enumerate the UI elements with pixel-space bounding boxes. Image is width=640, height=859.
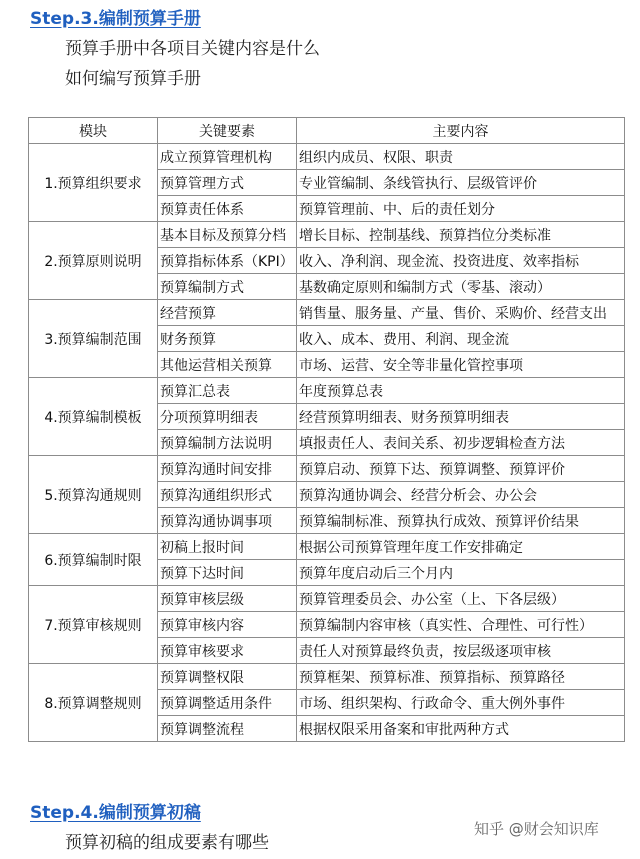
module-cell: 7.预算审核规则 bbox=[29, 586, 158, 664]
main-content-cell: 预算年度启动后三个月内 bbox=[297, 560, 625, 586]
module-cell: 8.预算调整规则 bbox=[29, 664, 158, 742]
key-element-cell: 初稿上报时间 bbox=[158, 534, 297, 560]
key-element-cell: 分项预算明细表 bbox=[158, 404, 297, 430]
main-content-cell: 组织内成员、权限、职责 bbox=[297, 144, 625, 170]
main-content-cell: 市场、运营、安全等非量化管控事项 bbox=[297, 352, 625, 378]
main-content-cell: 收入、净利润、现金流、投资进度、效率指标 bbox=[297, 248, 625, 274]
table-body bbox=[29, 144, 625, 742]
module-cell: 5.预算沟通规则 bbox=[29, 456, 158, 534]
key-element-cell: 预算下达时间 bbox=[158, 560, 297, 586]
key-element-cell: 基本目标及预算分档 bbox=[158, 222, 297, 248]
module-cell: 2.预算原则说明 bbox=[29, 222, 158, 300]
header-key-element: 关键要素 bbox=[158, 118, 297, 144]
step4-question-1: 预算初稿的组成要素有哪些 bbox=[65, 833, 269, 853]
table-row bbox=[29, 586, 625, 612]
key-element-cell: 预算调整适用条件 bbox=[158, 690, 297, 716]
main-content-cell: 预算编制标准、预算执行成效、预算评价结果 bbox=[297, 508, 625, 534]
main-content-cell: 收入、成本、费用、利润、现金流 bbox=[297, 326, 625, 352]
table-row bbox=[29, 664, 625, 690]
table-row bbox=[29, 300, 625, 326]
main-content-cell: 销售量、服务量、产量、售价、采购价、经营支出 bbox=[297, 300, 625, 326]
key-element-cell: 预算沟通组织形式 bbox=[158, 482, 297, 508]
main-content-cell: 市场、组织架构、行政命令、重大例外事件 bbox=[297, 690, 625, 716]
table-header-row bbox=[29, 118, 625, 144]
main-content-cell: 年度预算总表 bbox=[297, 378, 625, 404]
main-content-cell: 预算框架、预算标准、预算指标、预算路径 bbox=[297, 664, 625, 690]
key-element-cell: 其他运营相关预算 bbox=[158, 352, 297, 378]
key-element-cell: 预算调整流程 bbox=[158, 716, 297, 742]
step3-heading: Step.3.编制预算手册 bbox=[30, 9, 201, 29]
key-element-cell: 预算管理方式 bbox=[158, 170, 297, 196]
table-row bbox=[29, 144, 625, 170]
step3-question-2: 如何编写预算手册 bbox=[65, 69, 201, 89]
key-element-cell: 预算审核内容 bbox=[158, 612, 297, 638]
main-content-cell: 责任人对预算最终负责，按层级逐项审核 bbox=[297, 638, 625, 664]
key-element-cell: 预算调整权限 bbox=[158, 664, 297, 690]
header-module: 模块 bbox=[29, 118, 158, 144]
main-content-cell: 预算管理委员会、办公室（上、下各层级） bbox=[297, 586, 625, 612]
main-content-cell: 预算编制内容审核（真实性、合理性、可行性） bbox=[297, 612, 625, 638]
main-content-cell: 预算管理前、中、后的责任划分 bbox=[297, 196, 625, 222]
key-element-cell: 成立预算管理机构 bbox=[158, 144, 297, 170]
key-element-cell: 经营预算 bbox=[158, 300, 297, 326]
main-content-cell: 基数确定原则和编制方式（零基、滚动） bbox=[297, 274, 625, 300]
budget-manual-table bbox=[28, 117, 625, 742]
main-content-cell: 根据公司预算管理年度工作安排确定 bbox=[297, 534, 625, 560]
module-cell: 3.预算编制范围 bbox=[29, 300, 158, 378]
key-element-cell: 预算责任体系 bbox=[158, 196, 297, 222]
table-row bbox=[29, 378, 625, 404]
step4-heading: Step.4.编制预算初稿 bbox=[30, 803, 201, 823]
main-content-cell: 预算启动、预算下达、预算调整、预算评价 bbox=[297, 456, 625, 482]
module-cell: 6.预算编制时限 bbox=[29, 534, 158, 586]
key-element-cell: 财务预算 bbox=[158, 326, 297, 352]
key-element-cell: 预算指标体系（KPI） bbox=[158, 248, 297, 274]
key-element-cell: 预算编制方法说明 bbox=[158, 430, 297, 456]
key-element-cell: 预算审核要求 bbox=[158, 638, 297, 664]
main-content-cell: 经营预算明细表、财务预算明细表 bbox=[297, 404, 625, 430]
key-element-cell: 预算编制方式 bbox=[158, 274, 297, 300]
step3-question-1: 预算手册中各项目关键内容是什么 bbox=[65, 39, 320, 59]
main-content-cell: 增长目标、控制基线、预算挡位分类标准 bbox=[297, 222, 625, 248]
table-row bbox=[29, 222, 625, 248]
table-row bbox=[29, 456, 625, 482]
key-element-cell: 预算沟通协调事项 bbox=[158, 508, 297, 534]
key-element-cell: 预算审核层级 bbox=[158, 586, 297, 612]
table-row bbox=[29, 534, 625, 560]
main-content-cell: 填报责任人、表间关系、初步逻辑检查方法 bbox=[297, 430, 625, 456]
main-content-cell: 专业管编制、条线管执行、层级管评价 bbox=[297, 170, 625, 196]
main-content-cell: 预算沟通协调会、经营分析会、办公会 bbox=[297, 482, 625, 508]
module-cell: 1.预算组织要求 bbox=[29, 144, 158, 222]
main-content-cell: 根据权限采用备案和审批两种方式 bbox=[297, 716, 625, 742]
module-cell: 4.预算编制模板 bbox=[29, 378, 158, 456]
zhihu-watermark: 知乎 @财会知识库 bbox=[474, 820, 599, 838]
key-element-cell: 预算汇总表 bbox=[158, 378, 297, 404]
header-main-content: 主要内容 bbox=[297, 118, 625, 144]
key-element-cell: 预算沟通时间安排 bbox=[158, 456, 297, 482]
